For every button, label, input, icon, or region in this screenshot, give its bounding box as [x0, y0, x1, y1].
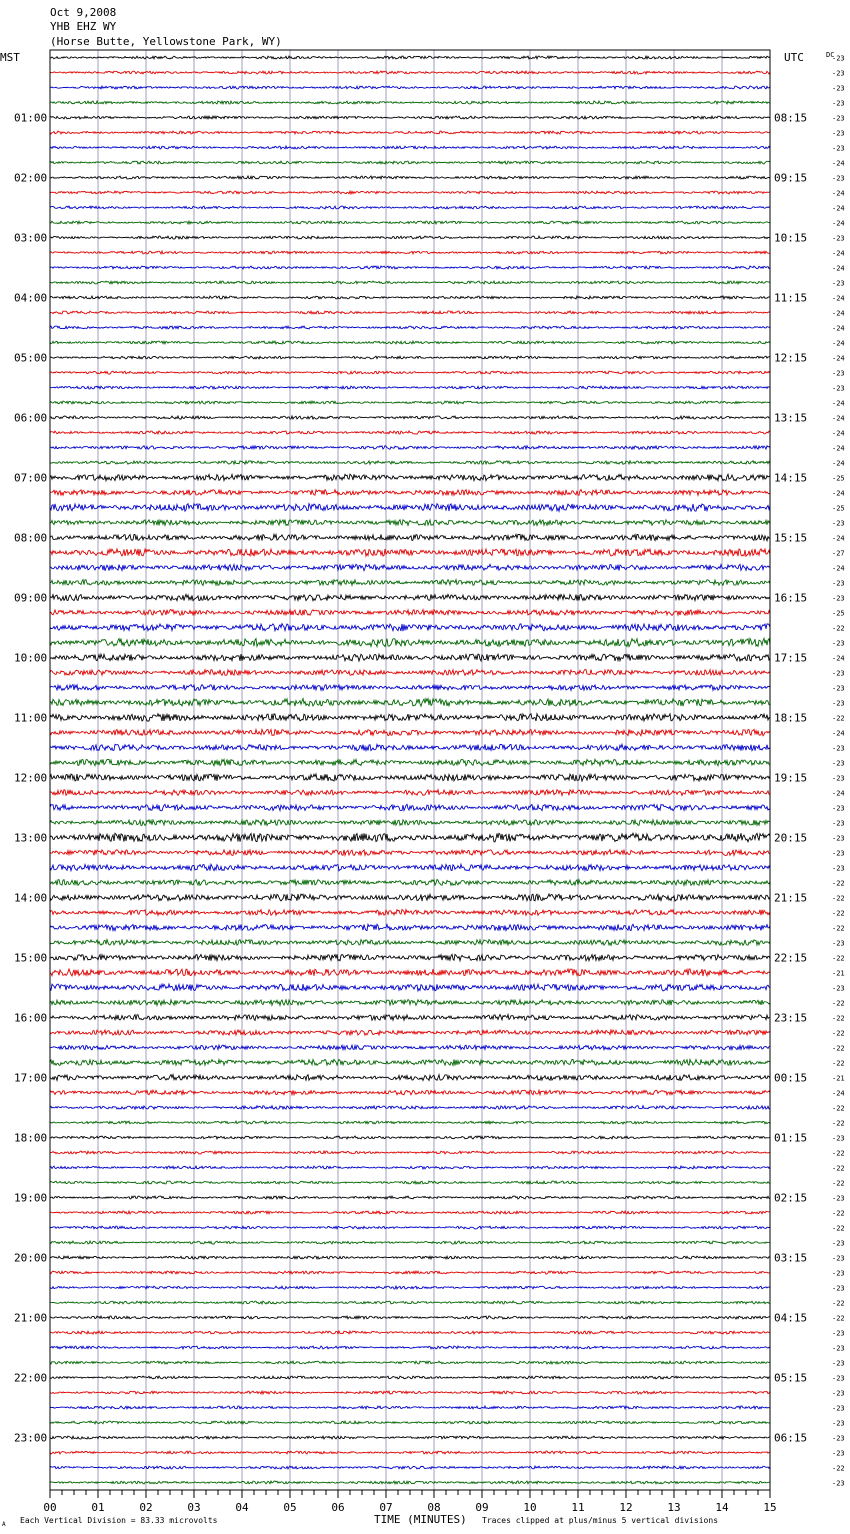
utc-hour-label: 15:15: [774, 531, 808, 545]
dc-offset-label: -23: [832, 369, 845, 378]
dc-offset-label: -22: [832, 1059, 845, 1068]
mst-hour-label: 07:00: [14, 471, 48, 485]
corner-mark: A: [2, 1521, 6, 1528]
dc-offset-label: -24: [832, 189, 845, 198]
dc-offset-label: -24: [832, 654, 845, 663]
utc-hour-label: 23:15: [774, 1011, 808, 1025]
dc-offset-label: -23: [832, 114, 845, 123]
dc-offset-label: -24: [832, 249, 845, 258]
dc-offset-label: -23: [832, 984, 845, 993]
trace-32: [50, 520, 770, 526]
trace-44: [50, 699, 770, 707]
dc-offset-label: -24: [832, 324, 845, 333]
scale-note: Each Vertical Division = 83.33 microvolts: [20, 1516, 218, 1525]
trace-33: [50, 534, 770, 540]
trace-38: [50, 610, 770, 616]
utc-hour-label: 10:15: [774, 231, 808, 245]
dc-offset-label: -23: [832, 69, 845, 78]
mst-hour-label: 12:00: [14, 771, 48, 785]
dc-offset-label: -23: [832, 819, 845, 828]
dc-offset-label: -25: [832, 609, 845, 618]
trace-7: [50, 146, 770, 149]
utc-hour-label: 19:15: [774, 771, 808, 785]
left-timezone-label: MST: [0, 51, 20, 64]
dc-offset-label: -25: [832, 504, 845, 513]
dc-offset-label: -24: [832, 564, 845, 573]
x-tick-label: 06: [331, 1501, 345, 1514]
dc-offset-label: -24: [832, 204, 845, 213]
utc-hour-label: 09:15: [774, 171, 808, 185]
location-label: (Horse Butte, Yellowstone Park, WY): [50, 35, 282, 48]
dc-offset-label: -23: [832, 579, 845, 588]
trace-26: [50, 431, 770, 434]
dc-offset-label: -21: [832, 969, 845, 978]
trace-82: [50, 1271, 770, 1274]
dc-offset-label: -23: [832, 234, 845, 243]
dc-offset-label: -23: [832, 1389, 845, 1398]
x-tick-label: 04: [235, 1501, 249, 1514]
dc-offset-label: -25: [832, 474, 845, 483]
trace-70: [50, 1090, 770, 1095]
trace-22: [50, 371, 770, 374]
utc-hour-label: 11:15: [774, 291, 808, 305]
mst-hour-label: 10:00: [14, 651, 48, 665]
trace-11: [50, 206, 770, 209]
mst-hour-label: 06:00: [14, 411, 48, 425]
x-tick-label: 07: [379, 1501, 393, 1514]
mst-hour-label: 13:00: [14, 831, 48, 845]
trace-48: [50, 759, 770, 765]
mst-hour-label: 18:00: [14, 1131, 48, 1145]
x-tick-label: 12: [619, 1501, 633, 1514]
dc-offset-label: -24: [832, 399, 845, 408]
trace-40: [50, 638, 770, 646]
dc-offset-label: -22: [832, 894, 845, 903]
x-tick-label: 03: [187, 1501, 201, 1514]
dc-offset-label: -23: [832, 1404, 845, 1413]
trace-68: [50, 1059, 770, 1065]
trace-46: [50, 729, 770, 735]
trace-30: [50, 490, 770, 496]
dc-offset-label: -22: [832, 1299, 845, 1308]
x-tick-label: 10: [523, 1501, 537, 1514]
utc-hour-labels: [774, 112, 807, 1445]
dc-offset-label: -22: [832, 1209, 845, 1218]
dc-offset-label: -24: [832, 294, 845, 303]
dc-offset-label: -23: [832, 1449, 845, 1458]
trace-53: [50, 833, 770, 842]
utc-hour-label: 13:15: [774, 411, 808, 425]
dc-offset-label: -22: [832, 879, 845, 888]
trace-34: [50, 549, 770, 557]
trace-92: [50, 1421, 770, 1424]
trace-96: [50, 1481, 770, 1484]
dc-offset-label: -22: [832, 1044, 845, 1053]
dc-offset-label: -22: [832, 1164, 845, 1173]
trace-16: [50, 281, 770, 284]
dc-offset-label: -23: [832, 84, 845, 93]
mst-hour-label: 05:00: [14, 351, 48, 365]
dc-offset-label: -23: [832, 639, 845, 648]
dc-offset-label: -23: [832, 1254, 845, 1263]
trace-43: [50, 685, 770, 691]
mst-hour-label: 23:00: [14, 1431, 48, 1445]
x-axis-title: TIME (MINUTES): [374, 1513, 467, 1526]
dc-offset-label: -23: [832, 669, 845, 678]
trace-29: [50, 474, 770, 480]
dc-offset-label: -21: [832, 1074, 845, 1083]
dc-offset-label: -23: [832, 1479, 845, 1488]
trace-12: [50, 221, 770, 224]
utc-hour-label: 06:15: [774, 1431, 808, 1445]
trace-19: [50, 326, 770, 329]
dc-offset-label: -23: [832, 759, 845, 768]
dc-offset-label: -23: [832, 804, 845, 813]
dc-offset-label: -23: [832, 519, 845, 528]
trace-37: [50, 594, 770, 600]
dc-offset-label: -24: [832, 429, 845, 438]
right-timezone-label: UTC: [784, 51, 804, 64]
dc-offset-label: -22: [832, 1314, 845, 1323]
dc-offset-label: -23: [832, 594, 845, 603]
trace-15: [50, 266, 770, 269]
dc-offset-label: -23: [832, 684, 845, 693]
trace-9: [50, 176, 770, 179]
mst-hour-label: 01:00: [14, 111, 48, 125]
trace-74: [50, 1151, 770, 1154]
dc-offset-label: -23: [832, 1134, 845, 1143]
trace-61: [50, 954, 770, 960]
mst-hour-label: 09:00: [14, 591, 48, 605]
dc-offset-label: -22: [832, 924, 845, 933]
trace-58: [50, 910, 770, 916]
trace-41: [50, 654, 770, 661]
trace-28: [50, 461, 770, 465]
trace-62: [50, 969, 770, 976]
dc-offset-label: -22: [832, 1224, 845, 1233]
trace-57: [50, 894, 770, 901]
dc-offset-label: -22: [832, 624, 845, 633]
trace-55: [50, 864, 770, 870]
dc-offset-label: -22: [832, 1464, 845, 1473]
dc-offset-label: -23: [832, 864, 845, 873]
trace-45: [50, 714, 770, 721]
trace-31: [50, 504, 770, 512]
x-tick-label: 00: [43, 1501, 57, 1514]
trace-76: [50, 1181, 770, 1184]
dc-offset-label: -22: [832, 1179, 845, 1188]
utc-hour-label: 14:15: [774, 471, 808, 485]
trace-88: [50, 1361, 770, 1364]
dc-offset-label: -24: [832, 789, 845, 798]
dc-offset-label: -24: [832, 159, 845, 168]
trace-73: [50, 1136, 770, 1139]
trace-24: [50, 401, 770, 404]
trace-84: [50, 1301, 770, 1304]
mst-hour-label: 20:00: [14, 1251, 48, 1265]
dc-offset-label: -24: [832, 489, 845, 498]
dc-offset-label: -22: [832, 909, 845, 918]
trace-90: [50, 1391, 770, 1394]
trace-69: [50, 1075, 770, 1081]
dc-offset-label: -23: [832, 939, 845, 948]
x-tick-label: 09: [475, 1501, 489, 1514]
mst-hour-label: 19:00: [14, 1191, 48, 1205]
trace-8: [50, 161, 770, 164]
mst-hour-label: 08:00: [14, 531, 48, 545]
mst-hour-labels: [14, 112, 47, 1445]
utc-hour-label: 05:15: [774, 1371, 808, 1385]
trace-75: [50, 1166, 770, 1169]
trace-66: [50, 1030, 770, 1035]
trace-79: [50, 1226, 770, 1229]
dc-offset-label: -23: [832, 174, 845, 183]
dc-offset-label: -23: [832, 834, 845, 843]
trace-47: [50, 744, 770, 750]
trace-6: [50, 131, 770, 134]
utc-hour-label: 04:15: [774, 1311, 808, 1325]
trace-94: [50, 1451, 770, 1454]
dc-offset-label: -24: [832, 444, 845, 453]
trace-50: [50, 790, 770, 796]
dc-offset-label: -23: [832, 1419, 845, 1428]
trace-3: [50, 86, 770, 89]
trace-25: [50, 416, 770, 419]
utc-hour-label: 21:15: [774, 891, 808, 905]
dc-offset-label: -24: [832, 414, 845, 423]
dc-offset-label: -23: [832, 699, 845, 708]
dc-offset-labels: [832, 55, 845, 1488]
x-tick-label: 02: [139, 1501, 153, 1514]
mst-hour-label: 04:00: [14, 291, 48, 305]
trace-72: [50, 1121, 770, 1124]
trace-5: [50, 116, 770, 119]
trace-78: [50, 1211, 770, 1214]
mst-hour-label: 17:00: [14, 1071, 48, 1085]
dc-header-label: DC: [826, 51, 835, 59]
dc-offset-label: -22: [832, 1029, 845, 1038]
trace-20: [50, 341, 770, 344]
trace-2: [50, 71, 770, 74]
dc-offset-label: -23: [832, 1374, 845, 1383]
x-tick-label: 01: [91, 1501, 105, 1514]
x-tick-label: 13: [667, 1501, 681, 1514]
trace-85: [50, 1316, 770, 1319]
trace-1: [50, 56, 770, 59]
utc-hour-label: 22:15: [774, 951, 808, 965]
trace-86: [50, 1331, 770, 1334]
trace-52: [50, 820, 770, 826]
trace-63: [50, 984, 770, 991]
dc-offset-label: -23: [832, 744, 845, 753]
x-tick-label: 11: [571, 1501, 585, 1514]
dc-offset-label: -23: [832, 1434, 845, 1443]
dc-offset-label: -23: [832, 1194, 845, 1203]
trace-18: [50, 311, 770, 314]
trace-81: [50, 1256, 770, 1259]
utc-hour-label: 16:15: [774, 591, 808, 605]
trace-27: [50, 446, 770, 450]
trace-39: [50, 624, 770, 632]
utc-hour-label: 17:15: [774, 651, 808, 665]
mst-hour-label: 03:00: [14, 231, 48, 245]
dc-offset-label: -23: [832, 1344, 845, 1353]
dc-offset-label: -23: [832, 279, 845, 288]
dc-offset-label: -22: [832, 714, 845, 723]
trace-67: [50, 1045, 770, 1050]
utc-hour-label: 01:15: [774, 1131, 808, 1145]
utc-hour-label: 02:15: [774, 1191, 808, 1205]
trace-59: [50, 924, 770, 930]
mst-hour-label: 16:00: [14, 1011, 48, 1025]
dc-offset-label: -22: [832, 1149, 845, 1158]
dc-offset-label: -24: [832, 354, 845, 363]
trace-89: [50, 1376, 770, 1379]
dc-offset-label: -24: [832, 309, 845, 318]
dc-offset-label: -23: [832, 384, 845, 393]
dc-offset-label: -24: [832, 729, 845, 738]
dc-offset-label: -24: [832, 339, 845, 348]
station-label: YHB EHZ WY: [50, 20, 117, 33]
trace-60: [50, 940, 770, 946]
trace-56: [50, 880, 770, 886]
dc-offset-label: -24: [832, 219, 845, 228]
trace-77: [50, 1196, 770, 1199]
dc-offset-label: -23: [832, 129, 845, 138]
trace-10: [50, 191, 770, 194]
trace-91: [50, 1406, 770, 1409]
date-label: Oct 9,2008: [50, 6, 117, 19]
trace-17: [50, 296, 770, 299]
dc-offset-label: -23: [832, 144, 845, 153]
clip-note: Traces clipped at plus/minus 5 vertical divisions: [482, 1516, 719, 1525]
dc-offset-label: -27: [832, 549, 845, 558]
dc-offset-label: -24: [832, 1089, 845, 1098]
dc-offset-label: -23: [832, 1329, 845, 1338]
dc-offset-label: -22: [832, 1104, 845, 1113]
mst-hour-label: 22:00: [14, 1371, 48, 1385]
seismic-traces: [50, 56, 770, 1484]
trace-93: [50, 1436, 770, 1439]
dc-offset-label: -23: [832, 1359, 845, 1368]
dc-offset-label: -24: [832, 534, 845, 543]
trace-23: [50, 386, 770, 389]
x-tick-label: 05: [283, 1501, 297, 1514]
trace-65: [50, 1015, 770, 1021]
dc-offset-label: -22: [832, 999, 845, 1008]
utc-hour-label: 03:15: [774, 1251, 808, 1265]
dc-offset-label: -23: [832, 99, 845, 108]
dc-offset-label: -22: [832, 954, 845, 963]
trace-71: [50, 1106, 770, 1110]
dc-offset-label: -23: [832, 1239, 845, 1248]
trace-54: [50, 850, 770, 856]
trace-36: [50, 580, 770, 586]
dc-offset-label: -23: [832, 774, 845, 783]
utc-hour-label: 20:15: [774, 831, 808, 845]
dc-offset-label: -23: [832, 1269, 845, 1278]
dc-offset-label: -22: [832, 1119, 845, 1128]
x-tick-label: 08: [427, 1501, 441, 1514]
trace-87: [50, 1346, 770, 1349]
utc-hour-label: 18:15: [774, 711, 808, 725]
dc-offset-label: -24: [832, 459, 845, 468]
trace-14: [50, 251, 770, 254]
trace-49: [50, 774, 770, 781]
trace-35: [50, 564, 770, 571]
dc-offset-label: -24: [832, 264, 845, 273]
trace-83: [50, 1286, 770, 1289]
mst-hour-label: 15:00: [14, 951, 48, 965]
utc-hour-label: 12:15: [774, 351, 808, 365]
mst-hour-label: 14:00: [14, 891, 48, 905]
trace-42: [50, 670, 770, 676]
utc-hour-label: 08:15: [774, 111, 808, 125]
trace-4: [50, 101, 770, 104]
utc-hour-label: 00:15: [774, 1071, 808, 1085]
dc-offset-label: -23: [832, 849, 845, 858]
dc-offset-label: -22: [832, 1014, 845, 1023]
trace-64: [50, 1000, 770, 1006]
mst-hour-label: 11:00: [14, 711, 48, 725]
trace-51: [50, 804, 770, 810]
x-tick-label: 15: [763, 1501, 777, 1514]
trace-13: [50, 236, 770, 239]
mst-hour-label: 21:00: [14, 1311, 48, 1325]
dc-offset-label: -23: [832, 54, 845, 63]
trace-21: [50, 356, 770, 359]
trace-80: [50, 1241, 770, 1244]
trace-95: [50, 1466, 770, 1469]
x-tick-label: 14: [715, 1501, 729, 1514]
time-axis: [43, 1490, 776, 1514]
mst-hour-label: 02:00: [14, 171, 48, 185]
dc-offset-label: -23: [832, 1284, 845, 1293]
